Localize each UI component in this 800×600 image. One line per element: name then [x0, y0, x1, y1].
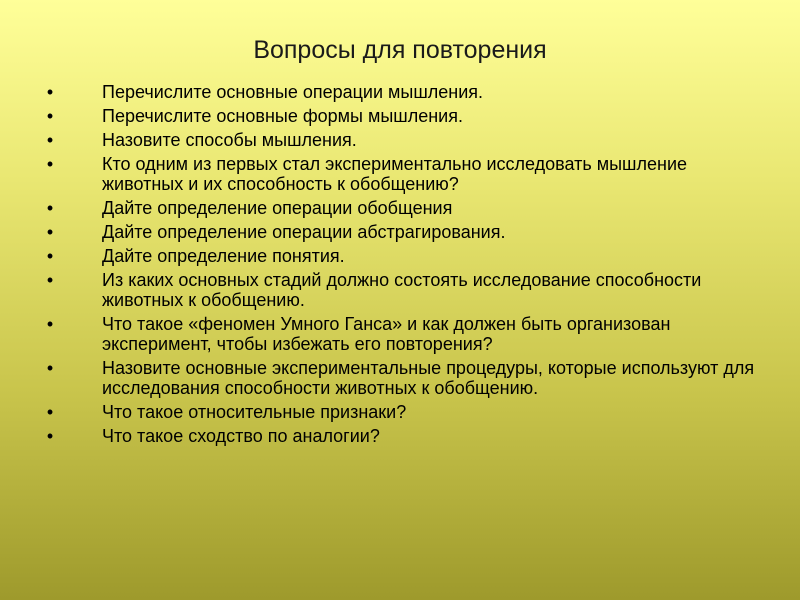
list-item-text: Дайте определение понятия.: [102, 246, 345, 266]
bullet-icon: •: [46, 82, 54, 102]
list-item: [40, 358, 760, 398]
list-item-text: Дайте определение операции обобщения: [102, 198, 453, 218]
list-item: [40, 198, 760, 218]
list-item: [40, 402, 760, 422]
bullet-icon: •: [46, 270, 54, 290]
list-item-text: Назовите способы мышления.: [102, 130, 357, 150]
list-item: [40, 246, 760, 266]
list-item-text: Перечислите основные операции мышления.: [102, 82, 484, 102]
bullet-icon: •: [46, 358, 54, 378]
bullet-icon: •: [46, 402, 54, 422]
bullet-icon: •: [46, 130, 54, 150]
list-item-text: Кто одним из первых стал экспериментально исследовать мышление животных и их способность к обобщению?: [102, 154, 688, 194]
bullet-icon: •: [46, 106, 54, 126]
question-list: [40, 82, 760, 450]
list-item: [40, 130, 760, 150]
bullet-icon: •: [46, 222, 54, 242]
list-item: [40, 426, 760, 446]
list-item: [40, 154, 760, 194]
list-item: [40, 314, 760, 354]
bullet-icon: •: [46, 314, 54, 334]
bullet-icon: •: [46, 198, 54, 218]
list-item-text: Из каких основных стадий должно состоять исследование способности животных к обобщению.: [102, 270, 702, 310]
list-item-text: Назовите основные экспериментальные процедуры, которые используют для исследования способности животных к обобщению.: [102, 358, 755, 398]
bullet-icon: •: [46, 154, 54, 174]
list-item-text: Что такое относительные признаки?: [102, 402, 407, 422]
list-item: [40, 270, 760, 310]
list-item-text: Перечислите основные формы мышления.: [102, 106, 463, 126]
bullet-icon: •: [46, 246, 54, 266]
list-item: [40, 222, 760, 242]
list-item-text: Дайте определение операции абстрагирования.: [102, 222, 506, 242]
list-item-text: Что такое «феномен Умного Ганса» и как должен быть организован эксперимент, чтобы избежать его повторения?: [102, 314, 671, 354]
slide-title: Вопросы для повторения: [253, 36, 547, 64]
list-item: [40, 106, 760, 126]
list-item: [40, 82, 760, 102]
bullet-icon: •: [46, 426, 54, 446]
list-item-text: Что такое сходство по аналогии?: [102, 426, 380, 446]
